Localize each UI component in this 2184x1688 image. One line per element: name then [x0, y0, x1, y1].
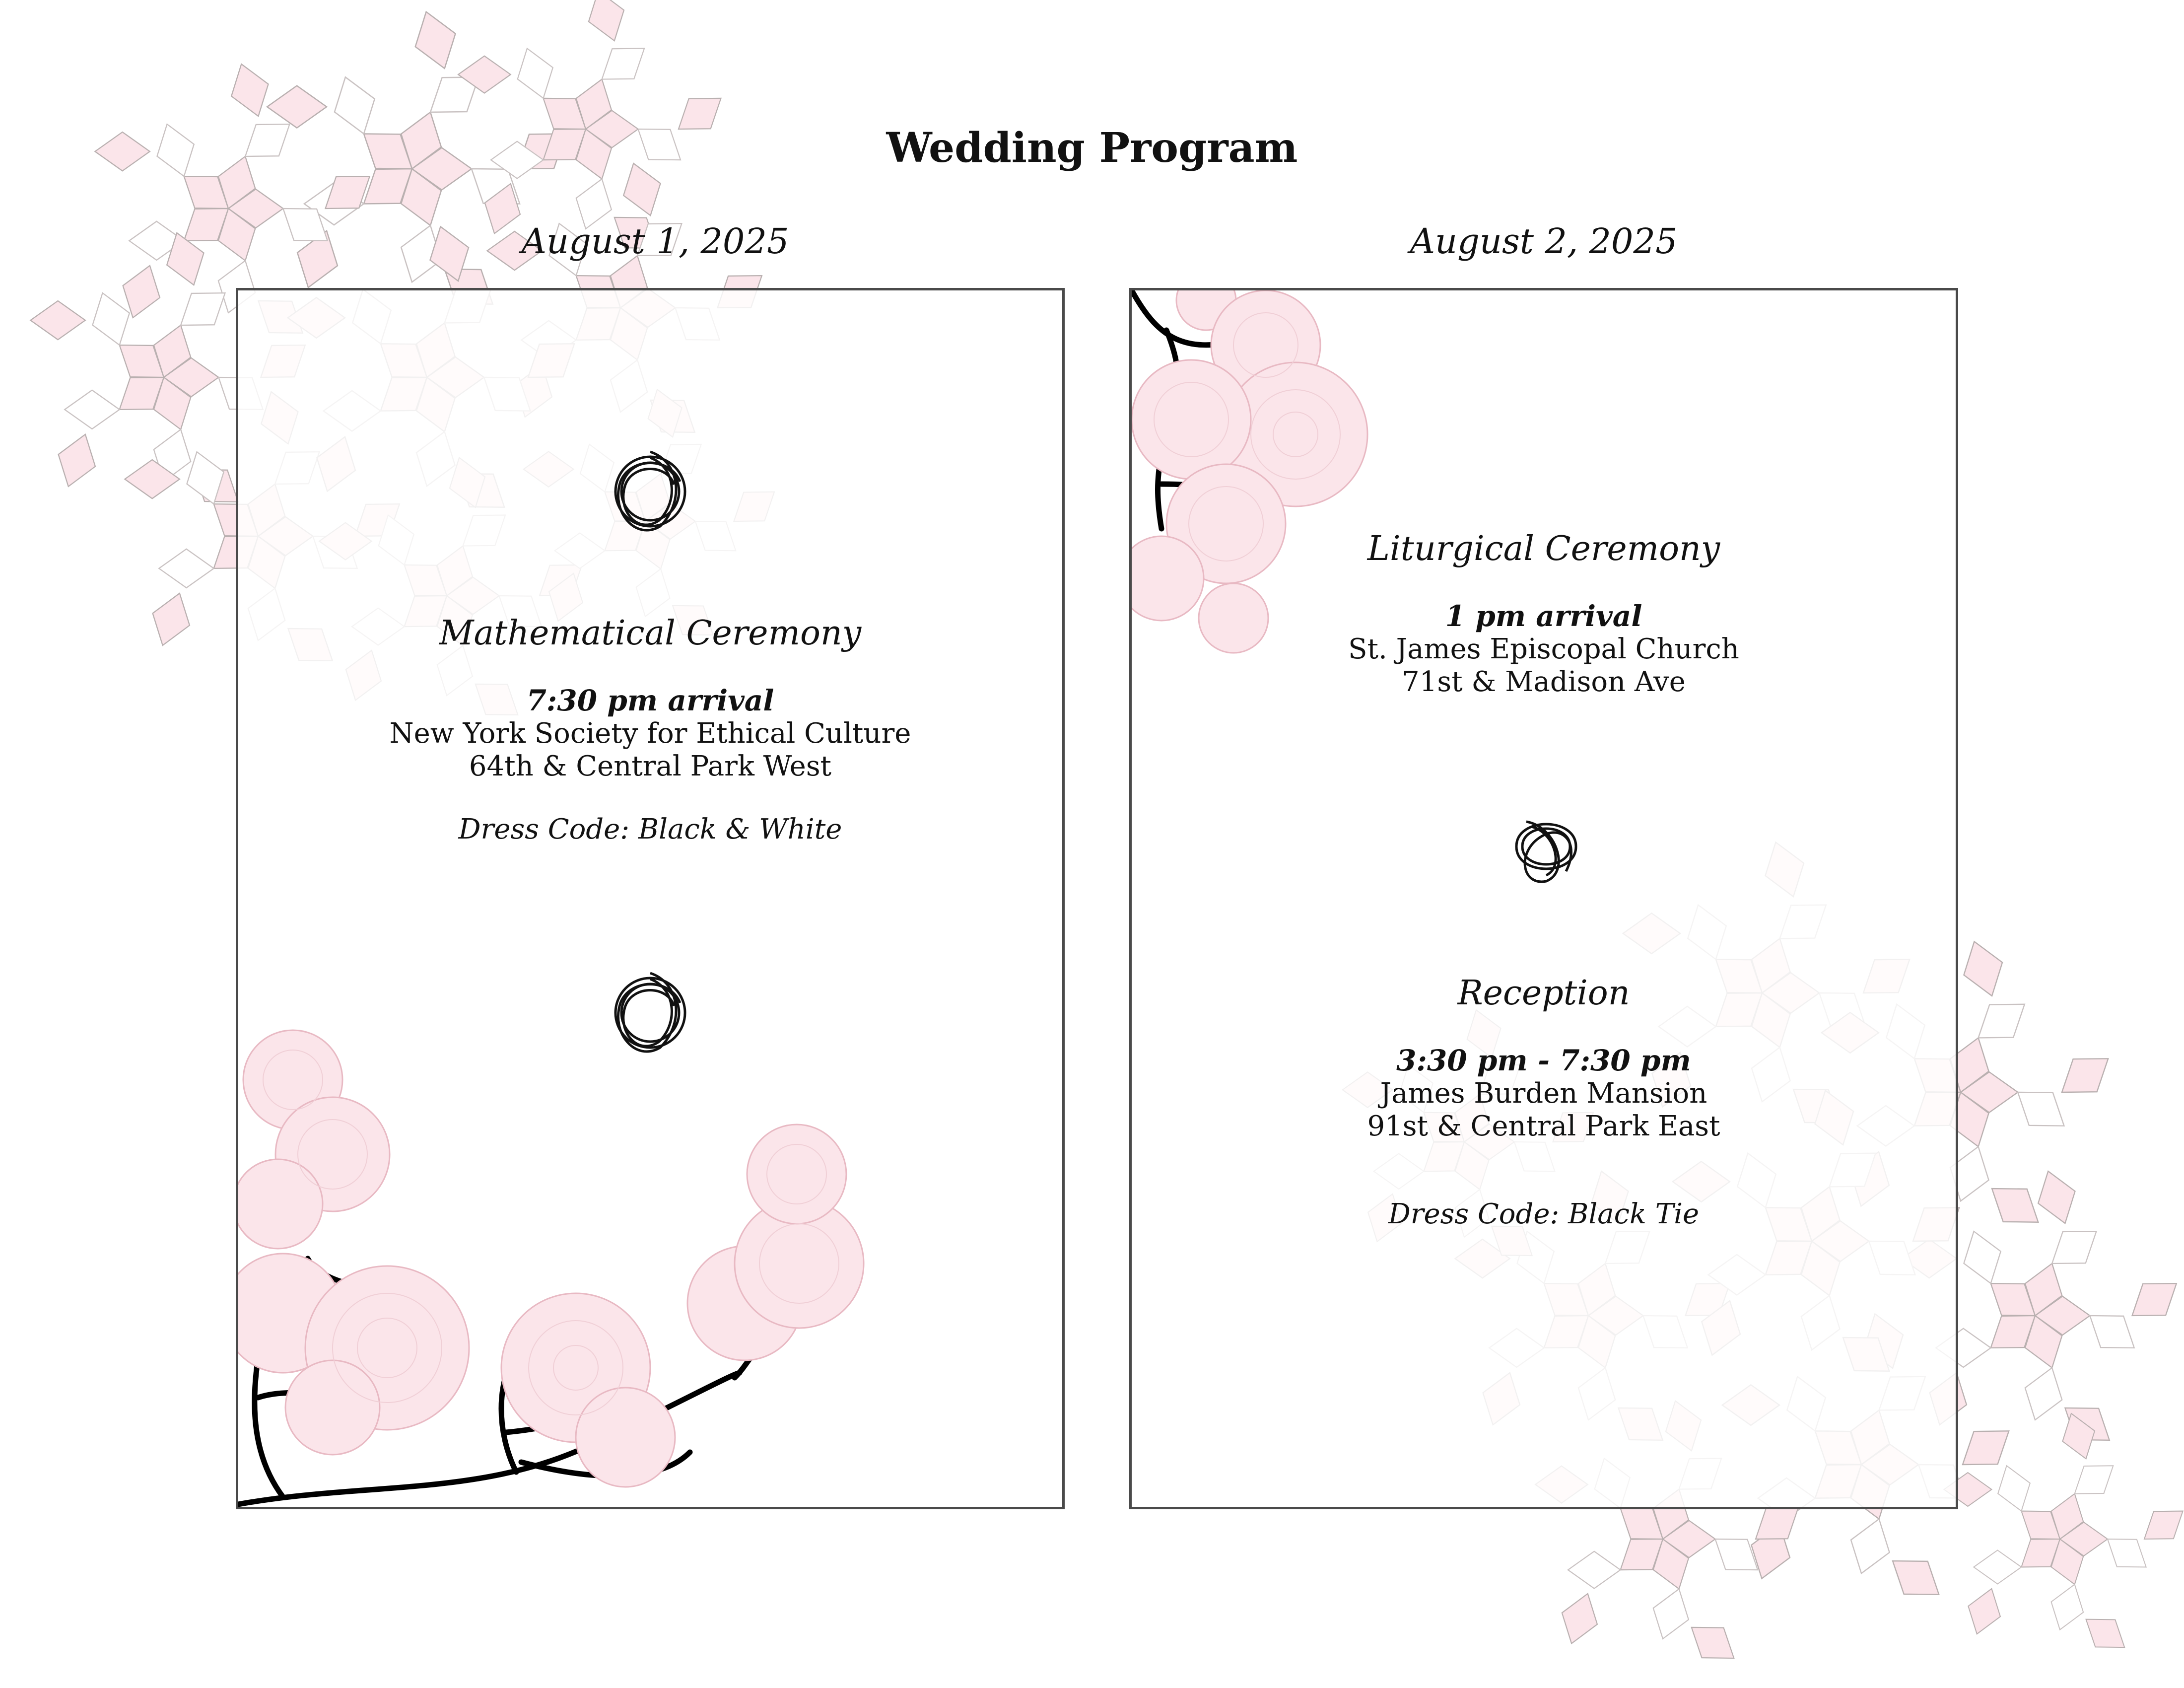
page-title: Wedding Program	[886, 124, 1298, 172]
celtic-knot-icon	[601, 963, 700, 1062]
day-2-panel	[1129, 288, 1958, 1509]
day-1-date: August 1, 2025	[521, 221, 789, 262]
day-2-date: August 2, 2025	[1410, 221, 1678, 262]
event-venue: St. James Episcopal Church	[1348, 633, 1739, 666]
event-venue: New York Society for Ethical Culture	[389, 717, 911, 750]
event-address: 91st & Central Park East	[1367, 1110, 1720, 1143]
event-time: 3:30 pm - 7:30 pm	[1396, 1043, 1691, 1077]
event-address: 64th & Central Park West	[469, 750, 832, 783]
day-1-panel	[236, 288, 1065, 1509]
event-title: Reception	[1457, 974, 1630, 1013]
celtic-knot-icon	[1497, 797, 1596, 896]
dress-code: Dress Code: Black Tie	[1388, 1198, 1700, 1231]
blossom-branch-top-left	[1132, 290, 1956, 1507]
event-address: 71st & Madison Ave	[1402, 666, 1686, 699]
dress-code: Dress Code: Black & White	[458, 813, 842, 846]
event-time: 1 pm arrival	[1445, 599, 1642, 633]
event-title: Mathematical Ceremony	[439, 614, 862, 653]
event-time: 7:30 pm arrival	[526, 683, 774, 717]
event-venue: James Burden Mansion	[1380, 1077, 1707, 1110]
event-title: Liturgical Ceremony	[1367, 529, 1720, 568]
celtic-knot-icon	[601, 442, 700, 541]
